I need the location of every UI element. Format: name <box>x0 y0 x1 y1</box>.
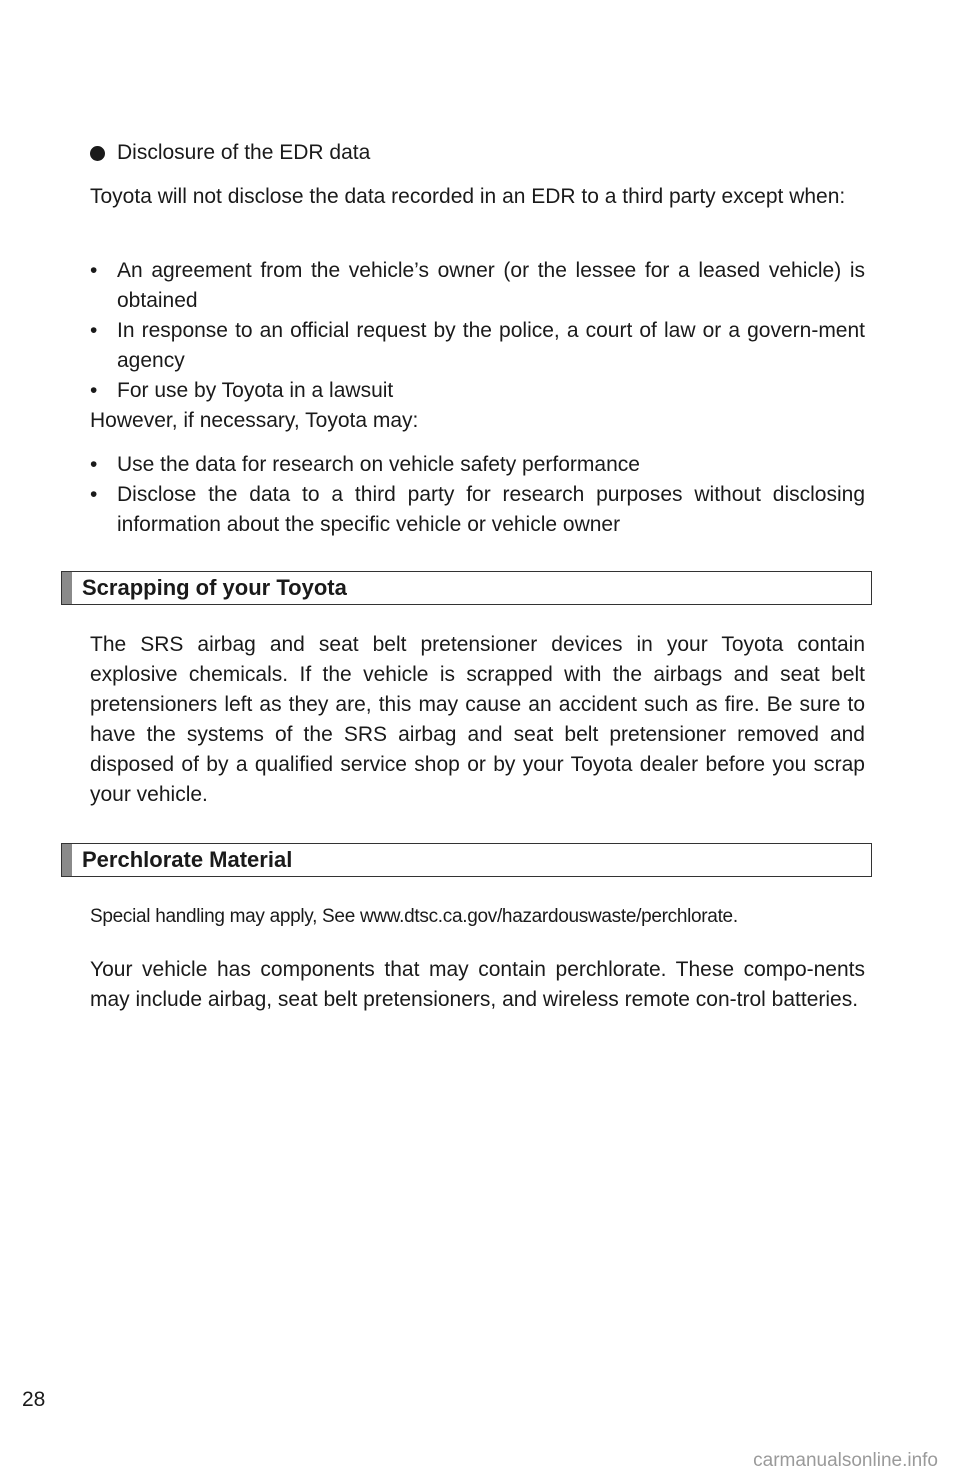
perchlorate-paragraph: Your vehicle has components that may contain perchlorate. These compo-nents may include airbag, seat belt pretensioners, and wireless remote con-trol batteries. <box>90 958 865 1011</box>
page-number: 28 <box>22 1388 46 1411</box>
edr-uses-list <box>90 450 865 540</box>
section-marker <box>62 844 72 876</box>
list-item: • Disclose the data to a third party for research purposes without disclosing information about the specific vehicle or vehicle owner <box>90 483 865 536</box>
perchlorate-notice: Special handling may apply, See www.dtsc.ca.gov/hazardouswaste/perchlorate. <box>90 906 738 927</box>
perchlorate-section-header <box>61 843 872 877</box>
edr-intro-paragraph: Toyota will not disclose the data recorded in an EDR to a third party except when: <box>90 185 846 208</box>
scrapping-section-header <box>61 571 872 605</box>
list-item: • In response to an official request by the police, a court of law or a govern-ment agency <box>90 319 865 372</box>
list-item: • Use the data for research on vehicle safety performance <box>90 453 640 476</box>
edr-however-paragraph: However, if necessary, Toyota may: <box>90 409 419 432</box>
edr-disclosure-heading-text: Disclosure of the EDR data <box>117 141 371 164</box>
watermark: carmanualsonline.info <box>753 1450 938 1471</box>
filled-circle-icon <box>90 146 105 161</box>
list-item: • For use by Toyota in a lawsuit <box>90 379 394 402</box>
section-marker <box>62 572 72 604</box>
section-title: Perchlorate Material <box>82 847 293 872</box>
scrapping-paragraph: The SRS airbag and seat belt pretensioner devices in your Toyota contain explosive chemicals. If the vehicle is scrapped with the airbags and seat belt pretensioners left as they are, this may cause an accident such as fire. Be sure to have the systems of the SRS airbag and seat belt pretensioner removed and disposed of by a qualified service shop or by your Toyota dealer before you scrap your vehicle. <box>90 633 865 806</box>
edr-disclosure-heading <box>90 141 370 165</box>
section-title: Scrapping of your Toyota <box>82 575 347 600</box>
edr-exceptions-list <box>90 256 865 406</box>
list-item: • An agreement from the vehicle’s owner (or the lessee for a leased vehicle) is obtained <box>90 259 865 312</box>
